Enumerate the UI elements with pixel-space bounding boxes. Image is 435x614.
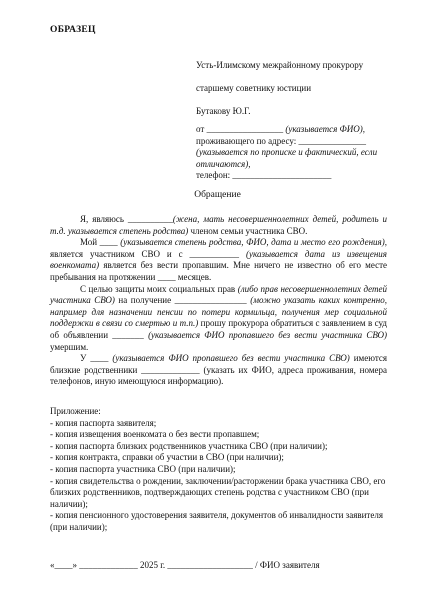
- sender-from-prefix: от _________________: [196, 124, 286, 134]
- recipient-line-name: Бутакову Ю.Г.: [196, 106, 251, 116]
- attachments-list: [50, 406, 390, 534]
- attachment-item: - копия паспорта заявителя;: [50, 417, 157, 428]
- sender-address: проживающего по адресу: _______________: [196, 135, 366, 146]
- recipient-line-prosecutor: Усть-Илимскому межрайонному прокурору: [196, 60, 364, 70]
- paragraph-1: Я, являюсь __________(жена, мать несовершеннолетних детей, родитель и т.д. указывается степень родства) членом семьи участника СВО.: [50, 214, 388, 236]
- sender-from: [196, 124, 396, 136]
- recipient-line-rank: старшему советнику юстиции: [196, 83, 312, 93]
- attachment-item: - копия свидетельства о рождении, заключении/расторжении брака участника СВО, его близких родственников, подтверждающих степень родства с участником СВО (при наличии);: [50, 475, 386, 509]
- attachment-item: - копия паспорта близких родственников участника СВО (при наличии);: [50, 440, 328, 451]
- sample-label: ОБРАЗЕЦ: [50, 25, 96, 35]
- attachment-item: - копия извещения военкомата о без вести пропавшем;: [50, 429, 260, 440]
- paragraph-4: У ____ (указывается ФИО пропавшего без вести участника СВО) имеются близкие родственники _____________ (указать их ФИО, адреса проживания, номера телефонов, иную имеющуюся информацию).: [50, 353, 387, 387]
- attachments-heading: Приложение:: [50, 406, 101, 416]
- signature-line: «____» _____________ 2025 г. ___________________ / ФИО заявителя: [50, 560, 320, 570]
- attachment-item: - копия контракта, справки об участии в СВО (при наличии);: [50, 452, 284, 463]
- sender-phone: телефон: ______________________: [196, 170, 332, 180]
- attachment-item: - копия пенсионного удостоверения заявителя, документов об инвалидности заявителя (при наличии);: [50, 510, 383, 532]
- main-text: [50, 214, 387, 388]
- sender-block: [196, 124, 396, 182]
- sender-from-hint: (указывается ФИО),: [285, 124, 366, 134]
- attachment-item: - копия паспорта участника СВО (при наличии);: [50, 463, 236, 474]
- document-title: Обращение: [194, 190, 241, 200]
- paragraph-2: Мой ____ (указывается степень родства, ФИО, дата и место его рождения), является участником СВО и с ___________ (указывается дата из извещения военкомата) является без вести пропавшим. Мне ничего не известно об его месте пребывания на протяжении ____ месяцев.: [50, 237, 387, 282]
- paragraph-3: С целью защиты моих социальных прав (либо прав несовершеннолетних детей участника СВО) на получение ________________ (можно указать каких контренно, например для назначении пенсии по потери кормильца, получения мер социальной поддержки в связи со смертью и т.п.) прошу прокурора обратиться с заявлением в суд об объявлении _______ (указывается ФИО пропавшего без вести участника СВО) умершим.: [50, 283, 388, 352]
- sender-address-hint: (указывается по прописке и фактический, если отличаются),: [196, 147, 378, 169]
